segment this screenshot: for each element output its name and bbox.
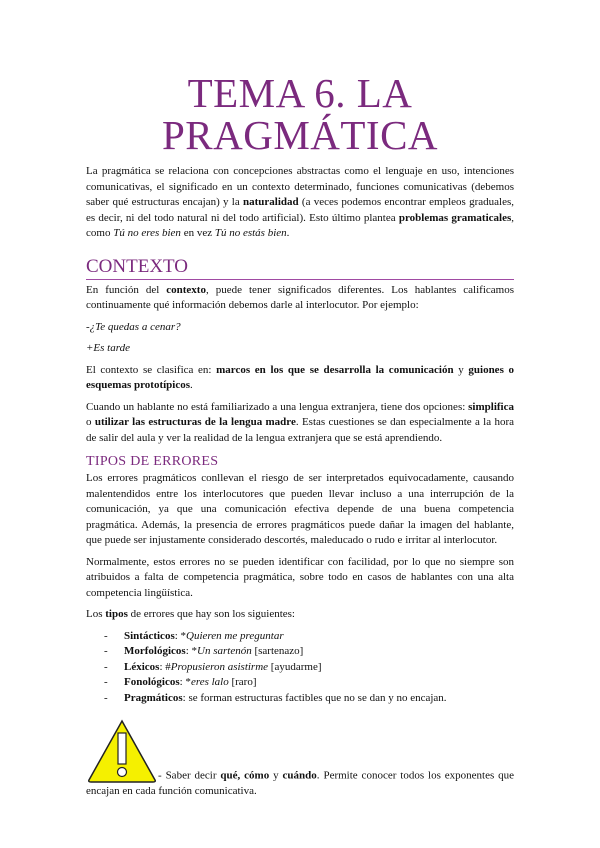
text: : *	[174, 629, 187, 642]
bold-text: Fonológicos	[124, 676, 180, 688]
bold-text: guiones o esquemas prototípicos	[86, 363, 514, 391]
title-line-1: TEMA 6. LA	[187, 70, 413, 116]
bold-text: marcos en los que se desarrolla la comunicación	[216, 363, 454, 376]
bold-text: Léxicos	[124, 660, 160, 673]
italic-text: Tú no eres bien	[113, 227, 181, 239]
list-dash: -	[104, 629, 108, 642]
italic-text: eres lalo	[190, 676, 229, 688]
list-item-text	[124, 645, 303, 657]
text: Los errores pragmáticos conllevan el riesgo de ser interpretados equivocadamente, causando malentendidos entre los interlocutores que pueden llevar incluso a una interrupción de la comunicación, ya que una comunicación efectiva depende de una buena competencia pragmática. Además, la presencia de errores pragmáticos puede dañar la imagen del hablante, que puede ser injustamente considerado descortés, maleducado o rudo e irritar al interlocutor.	[86, 472, 514, 546]
list-item-text	[124, 692, 447, 704]
text: , como	[86, 211, 514, 239]
list-item	[86, 629, 514, 645]
text: .	[286, 227, 290, 239]
document-page	[86, 72, 514, 800]
text: [ayudarme]	[268, 660, 322, 673]
paragraph	[86, 400, 514, 447]
bold-text: naturalidad	[243, 196, 299, 208]
list-dash: -	[104, 691, 108, 704]
text: El contexto se clasifica en:	[86, 363, 217, 376]
text: [sartenazo]	[251, 645, 304, 657]
intro-paragraph	[86, 164, 514, 242]
paragraph	[86, 283, 514, 314]
text: : #	[159, 660, 171, 673]
list-item	[86, 675, 514, 691]
text: : se forman estructuras factibles que no se dan y no encajan.	[182, 691, 447, 704]
paragraph	[86, 555, 514, 602]
warning-icon	[86, 718, 158, 784]
title-line-2: PRAGMÁTICA	[161, 112, 439, 158]
bold-text: utilizar las estructuras de la lengua madre	[94, 416, 296, 428]
text: y	[269, 769, 283, 782]
text: .	[190, 379, 193, 391]
bold-text: Sintácticos	[124, 629, 175, 642]
text: : *	[185, 645, 198, 657]
section-heading-tipos-de-errores: TIPOS DE ERRORES	[86, 454, 219, 469]
list-dash: -	[104, 660, 108, 673]
section-heading-contexto: CONTEXTO	[86, 256, 514, 280]
list-item	[86, 660, 514, 676]
warning-note	[86, 718, 514, 800]
text: - Saber decir	[158, 769, 221, 782]
error-types-list	[86, 629, 514, 707]
text: Normalmente, estos errores no se pueden identificar con facilidad, por lo que no siempre son atribuidos a falta de competencia pragmática, sobre todo en casos de hablantes con una alta competencia lingüística.	[86, 555, 514, 599]
text: , puede tener significados diferentes. Los hablantes calificamos continuamente qué información debemos darle al interlocutor. Por ejemplo:	[86, 283, 514, 311]
bold-text: Morfológicos	[124, 645, 186, 657]
bold-text: contexto	[166, 283, 206, 296]
list-item	[86, 644, 514, 660]
text: . Permite conocer todos los exponentes que encajan en cada función comunicativa.	[86, 769, 515, 797]
text: La pragmática se relaciona con concepciones abstractas como el lenguaje en uso, intenciones comunicativas, el significado en un contexto determinado, funciones comunicativas (debemos saber qué estructuras encajan) y la	[86, 165, 514, 208]
text: de errores que hay son los siguientes:	[127, 608, 295, 620]
example-question	[86, 320, 514, 336]
text: : *	[179, 676, 191, 688]
italic-text: Quieren me preguntar	[186, 629, 284, 642]
list-dash: -	[104, 645, 108, 657]
text: o	[86, 416, 95, 428]
italic-text: Un sartenón	[197, 645, 252, 657]
bold-text: problemas gramaticales	[398, 211, 512, 224]
paragraph	[86, 363, 514, 394]
text: en vez	[180, 227, 215, 239]
list-dash: -	[104, 676, 108, 688]
bold-text: Pragmáticos	[124, 691, 183, 704]
list-item-text	[124, 676, 257, 688]
text: Cuando un hablante no está familiarizado a una lengua extranjera, tiene dos opciones:	[86, 400, 469, 413]
list-item-text	[124, 661, 322, 673]
italic-text: +Es tarde	[86, 342, 130, 354]
text: En función del	[86, 283, 167, 296]
bold-text: cuándo	[282, 769, 317, 782]
list-item-text	[124, 630, 284, 642]
text: Los	[86, 608, 106, 620]
paragraph	[86, 471, 514, 549]
text: (a veces podemos encontrar empleos graduales, es decir, ni del todo natural ni del todo artificial). Esto último plantea	[86, 196, 514, 224]
italic-text: -¿Te quedas a cenar?	[86, 320, 181, 333]
bold-text: simplifica	[468, 400, 514, 413]
italic-text: Propusieron asistirme	[170, 660, 269, 673]
text: [raro]	[228, 676, 257, 688]
page-title	[86, 72, 514, 156]
bold-text: tipos	[105, 608, 128, 620]
example-answer	[86, 341, 514, 357]
italic-text: Tú no estás bien	[214, 227, 287, 239]
paragraph	[86, 607, 514, 623]
bold-text: qué, cómo	[220, 769, 270, 782]
text: y	[453, 363, 469, 376]
text: . Estas cuestiones se dan especialmente a la hora de salir del aula y ver la realidad de la lengua extranjera que se está aprendiendo.	[86, 416, 514, 444]
list-item	[86, 691, 514, 707]
